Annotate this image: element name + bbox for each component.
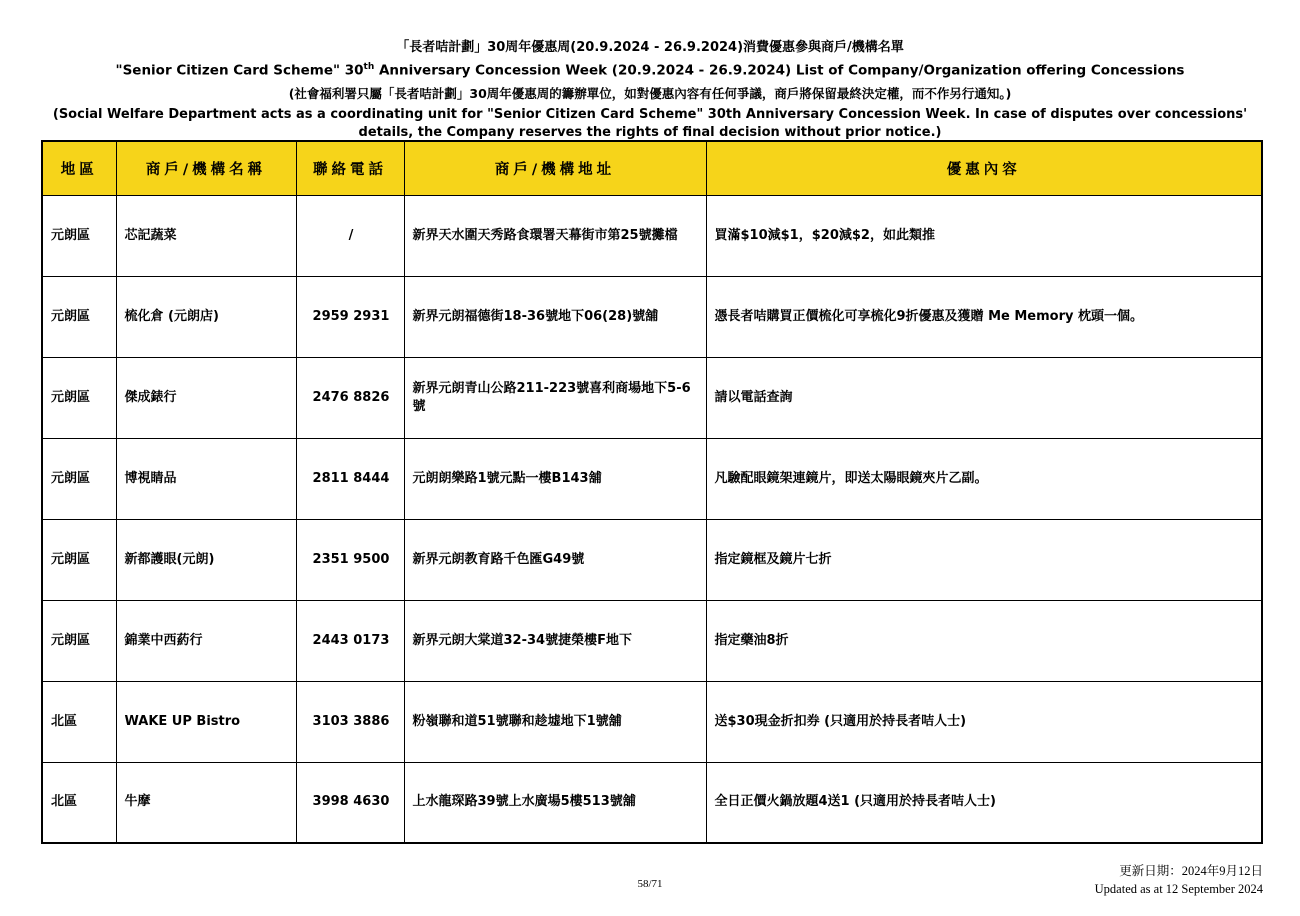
table-row: [42, 357, 1262, 438]
table-row: [42, 438, 1262, 519]
cell-address: 新界元朗福德街18-36號地下06(28)號舖: [404, 276, 706, 357]
cell-phone: 2351 9500: [296, 519, 404, 600]
cell-phone: 2959 2931: [296, 276, 404, 357]
page-number: 58/71: [637, 878, 663, 890]
cell-district: 元朗區: [42, 519, 116, 600]
title-english-ordinal: th: [363, 62, 375, 72]
cell-merchant-name: 牛摩: [116, 762, 296, 843]
column-header-4: 優惠內容: [706, 141, 1262, 195]
table-header-row: [42, 141, 1262, 195]
cell-concession: 買滿$10減$1，$20減$2，如此類推: [706, 195, 1262, 276]
cell-district: 元朗區: [42, 357, 116, 438]
cell-district: 元朗區: [42, 276, 116, 357]
cell-concession: 凡驗配眼鏡架連鏡片，即送太陽眼鏡夾片乙副。: [706, 438, 1262, 519]
cell-phone: 2476 8826: [296, 357, 404, 438]
note-chinese: (社會福利署只屬「長者咭計劃」30周年優惠周的籌辦單位，如對優惠內容有任何爭議，商戶將保留最終決定權，而不作另行通知。): [288, 85, 1012, 101]
cell-concession: 全日正價火鍋放題4送1 (只適用於持長者咭人士): [706, 762, 1262, 843]
cell-address: 新界元朗教育路千色匯G49號: [404, 519, 706, 600]
table-row: [42, 762, 1262, 843]
cell-address: 粉嶺聯和道51號聯和趁墟地下1號舖: [404, 681, 706, 762]
updated-date-block: [1095, 862, 1263, 898]
cell-concession: 送$30現金折扣券 (只適用於持長者咭人士): [706, 681, 1262, 762]
cell-address: 元朗朗樂路1號元點一樓B143舖: [404, 438, 706, 519]
column-header-1: 商戶/機構名稱: [116, 141, 296, 195]
cell-address: 新界天水圍天秀路食環署天幕街市第25號攤檔: [404, 195, 706, 276]
cell-merchant-name: 新都護眼(元朗): [116, 519, 296, 600]
cell-concession: 憑長者咭購買正價梳化可享梳化9折優惠及獲贈 Me Memory 枕頭一個。: [706, 276, 1262, 357]
title-chinese: 「長者咭計劃」30周年優惠周(20.9.2024 - 26.9.2024)消費優惠參與商戶/機構名單: [396, 40, 904, 55]
updated-date-zh: 更新日期：2024年9月12日: [1119, 864, 1263, 878]
cell-phone: 2443 0173: [296, 600, 404, 681]
cell-district: 元朗區: [42, 438, 116, 519]
table-row: [42, 276, 1262, 357]
table-row: [42, 195, 1262, 276]
cell-district: 北區: [42, 681, 116, 762]
column-header-0: 地區: [42, 141, 116, 195]
title-english-prefix: "Senior Citizen Card Scheme" 30: [115, 62, 364, 79]
cell-district: 元朗區: [42, 600, 116, 681]
cell-merchant-name: 博視睛品: [116, 438, 296, 519]
cell-district: 北區: [42, 762, 116, 843]
cell-concession: 指定藥油8折: [706, 600, 1262, 681]
table-row: [42, 519, 1262, 600]
cell-merchant-name: WAKE UP Bistro: [116, 681, 296, 762]
cell-address: 新界元朗大棠道32-34號捷榮樓F地下: [404, 600, 706, 681]
cell-merchant-name: 芯記蔬菜: [116, 195, 296, 276]
column-header-3: 商戶/機構地址: [404, 141, 706, 195]
cell-address: 新界元朗青山公路211-223號喜利商場地下5-6號: [404, 357, 706, 438]
title-english: [40, 62, 1260, 79]
cell-merchant-name: 錦業中西葯行: [116, 600, 296, 681]
table-body: [42, 195, 1262, 843]
concessions-table: [41, 140, 1263, 844]
note-english: (Social Welfare Department acts as a coordinating unit for "Senior Citizen Card Scheme" 30th Anniversary Concession Week. In case of disputes over concessions' details, the Company reserves the rights of final decision without prior notice.): [52, 106, 1248, 141]
cell-concession: 請以電話查詢: [706, 357, 1262, 438]
cell-district: 元朗區: [42, 195, 116, 276]
cell-phone: 3998 4630: [296, 762, 404, 843]
cell-merchant-name: 梳化倉 (元朗店): [116, 276, 296, 357]
cell-phone: 3103 3886: [296, 681, 404, 762]
cell-phone: 2811 8444: [296, 438, 404, 519]
updated-date-en: Updated as at 12 September 2024: [1094, 882, 1263, 897]
table-row: [42, 681, 1262, 762]
cell-phone: /: [296, 195, 404, 276]
cell-concession: 指定鏡框及鏡片七折: [706, 519, 1262, 600]
column-header-2: 聯絡電話: [296, 141, 404, 195]
table-row: [42, 600, 1262, 681]
cell-address: 上水龍琛路39號上水廣場5樓513號舖: [404, 762, 706, 843]
title-english-suffix: Anniversary Concession Week (20.9.2024 - 26.9.2024) List of Company/Organization offering Concessions: [374, 62, 1185, 79]
cell-merchant-name: 傑成錶行: [116, 357, 296, 438]
